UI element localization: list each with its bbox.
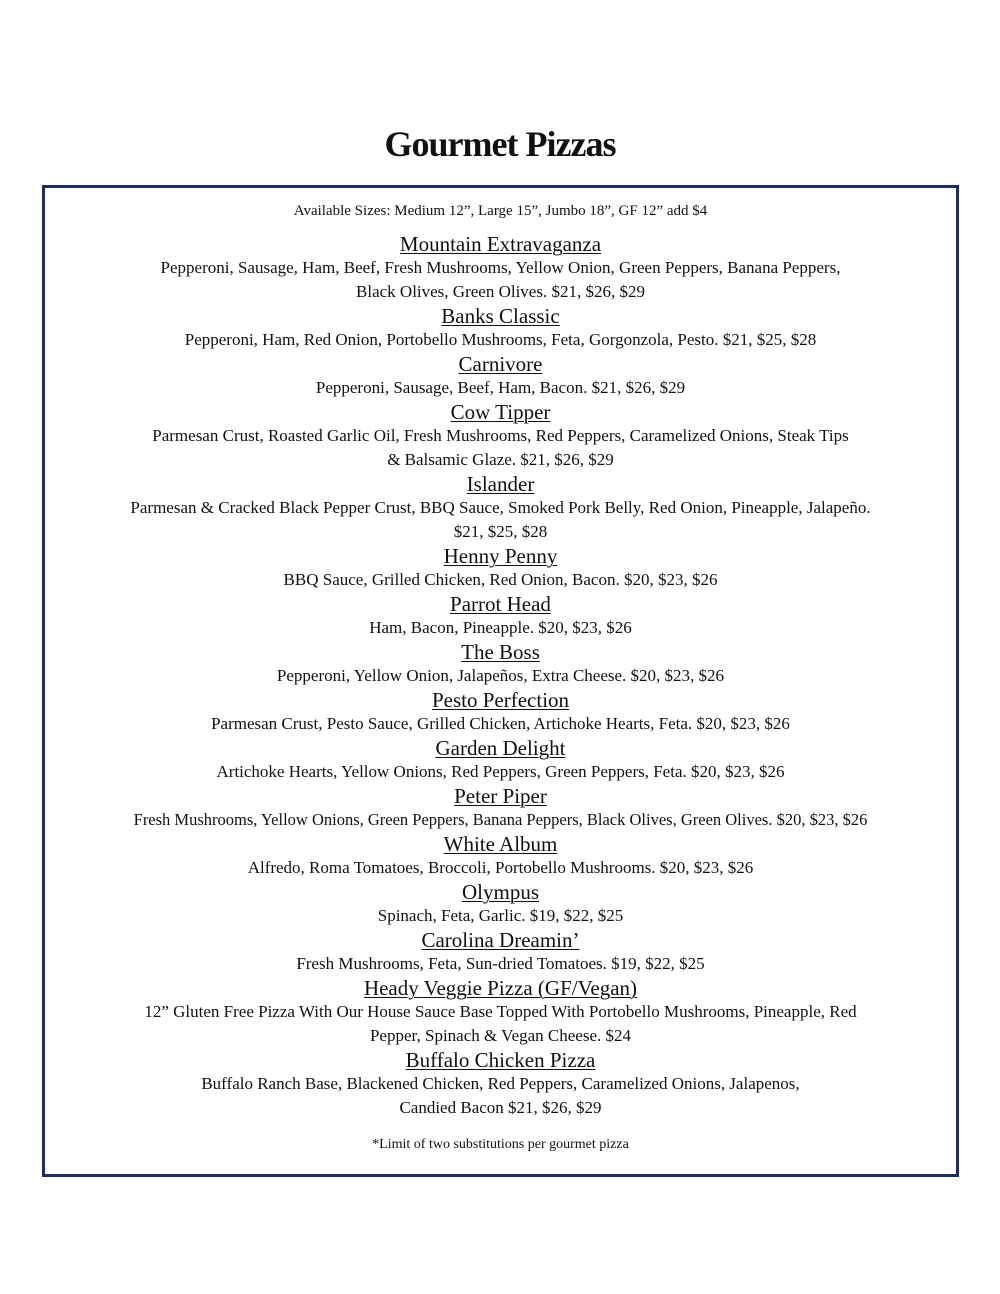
pizza-description: BBQ Sauce, Grilled Chicken, Red Onion, Bacon. $20, $23, $26: [283, 570, 718, 589]
pizza-description: 12” Gluten Free Pizza With Our House Sauce Base Topped With Portobello Mushrooms, Pineapple, Red: [144, 1002, 857, 1021]
pizza-description: Ham, Bacon, Pineapple. $20, $23, $26: [369, 618, 632, 637]
pizza-item: [45, 1048, 956, 1120]
pizza-item: [45, 880, 956, 928]
pizza-name: Mountain Extravaganza: [399, 232, 602, 256]
pizza-name: Buffalo Chicken Pizza: [405, 1048, 596, 1072]
pizza-item: [45, 784, 956, 832]
pizza-name: Carnivore: [458, 352, 543, 376]
pizza-item: [45, 736, 956, 784]
pizza-name: Henny Penny: [443, 544, 558, 568]
pizza-item: [45, 472, 956, 544]
pizza-description: Pepper, Spinach & Vegan Cheese. $24: [369, 1026, 632, 1045]
pizza-name: Carolina Dreamin’: [421, 928, 580, 952]
pizza-description: Parmesan Crust, Pesto Sauce, Grilled Chicken, Artichoke Hearts, Feta. $20, $23, $26: [211, 714, 790, 733]
pizza-item: [45, 928, 956, 976]
pizza-description: Black Olives, Green Olives. $21, $26, $29: [356, 282, 645, 301]
pizza-name: The Boss: [461, 640, 540, 664]
pizza-name: Parrot Head: [450, 592, 551, 616]
substitution-note: *Limit of two substitutions per gourmet pizza: [372, 1137, 629, 1152]
pizza-description: Spinach, Feta, Garlic. $19, $22, $25: [377, 906, 624, 925]
pizza-description: Alfredo, Roma Tomatoes, Broccoli, Portobello Mushrooms. $20, $23, $26: [247, 858, 754, 877]
pizza-item: [45, 400, 956, 472]
pizza-description: Pepperoni, Sausage, Ham, Beef, Fresh Mushrooms, Yellow Onion, Green Peppers, Banana Peppers,: [160, 258, 841, 277]
pizza-description: Parmesan & Cracked Black Pepper Crust, BBQ Sauce, Smoked Pork Belly, Red Onion, Pineapple, Jalapeño.: [130, 498, 871, 517]
page-title: Gourmet Pizzas: [384, 124, 616, 164]
pizza-name: Garden Delight: [435, 736, 566, 760]
pizza-item: [45, 304, 956, 352]
pizza-name: Islander: [466, 472, 535, 496]
pizza-name: White Album: [443, 832, 558, 856]
pizza-description: Buffalo Ranch Base, Blackened Chicken, Red Peppers, Caramelized Onions, Jalapenos,: [201, 1074, 800, 1093]
pizza-description: Fresh Mushrooms, Feta, Sun-dried Tomatoes. $19, $22, $25: [296, 954, 705, 973]
menu-box: [42, 185, 959, 1177]
pizza-description: Candied Bacon $21, $26, $29: [399, 1098, 602, 1117]
pizza-description: & Balsamic Glaze. $21, $26, $29: [387, 450, 614, 469]
pizza-item: [45, 640, 956, 688]
pizza-description: Fresh Mushrooms, Yellow Onions, Green Peppers, Banana Peppers, Black Olives, Green Olives. $20, $23, $26: [133, 810, 868, 829]
pizza-item: [45, 688, 956, 736]
pizza-item: [45, 544, 956, 592]
pizza-item: [45, 976, 956, 1048]
pizza-item: [45, 232, 956, 304]
pizza-item: [45, 592, 956, 640]
pizza-description: Pepperoni, Yellow Onion, Jalapeños, Extra Cheese. $20, $23, $26: [276, 666, 725, 685]
pizza-name: Cow Tipper: [450, 400, 551, 424]
pizza-item: [45, 832, 956, 880]
pizza-description: Pepperoni, Ham, Red Onion, Portobello Mushrooms, Feta, Gorgonzola, Pesto. $21, $25, $28: [184, 330, 817, 349]
pizza-description: Artichoke Hearts, Yellow Onions, Red Peppers, Green Peppers, Feta. $20, $23, $26: [216, 762, 785, 781]
pizza-item: [45, 352, 956, 400]
pizza-name: Heady Veggie Pizza (GF/Vegan): [363, 976, 638, 1000]
pizza-name: Banks Classic: [441, 304, 560, 328]
pizza-description: $21, $25, $28: [453, 522, 548, 541]
pizza-description: Pepperoni, Sausage, Beef, Ham, Bacon. $21, $26, $29: [315, 378, 686, 397]
pizza-name: Pesto Perfection: [431, 688, 570, 712]
pizza-name: Olympus: [461, 880, 539, 904]
available-sizes: Available Sizes: Medium 12”, Large 15”, Jumbo 18”, GF 12” add $4: [293, 203, 708, 219]
pizza-name: Peter Piper: [454, 784, 547, 808]
pizza-list: [45, 232, 956, 1120]
pizza-description: Parmesan Crust, Roasted Garlic Oil, Fresh Mushrooms, Red Peppers, Caramelized Onions, Steak Tips: [152, 426, 849, 445]
